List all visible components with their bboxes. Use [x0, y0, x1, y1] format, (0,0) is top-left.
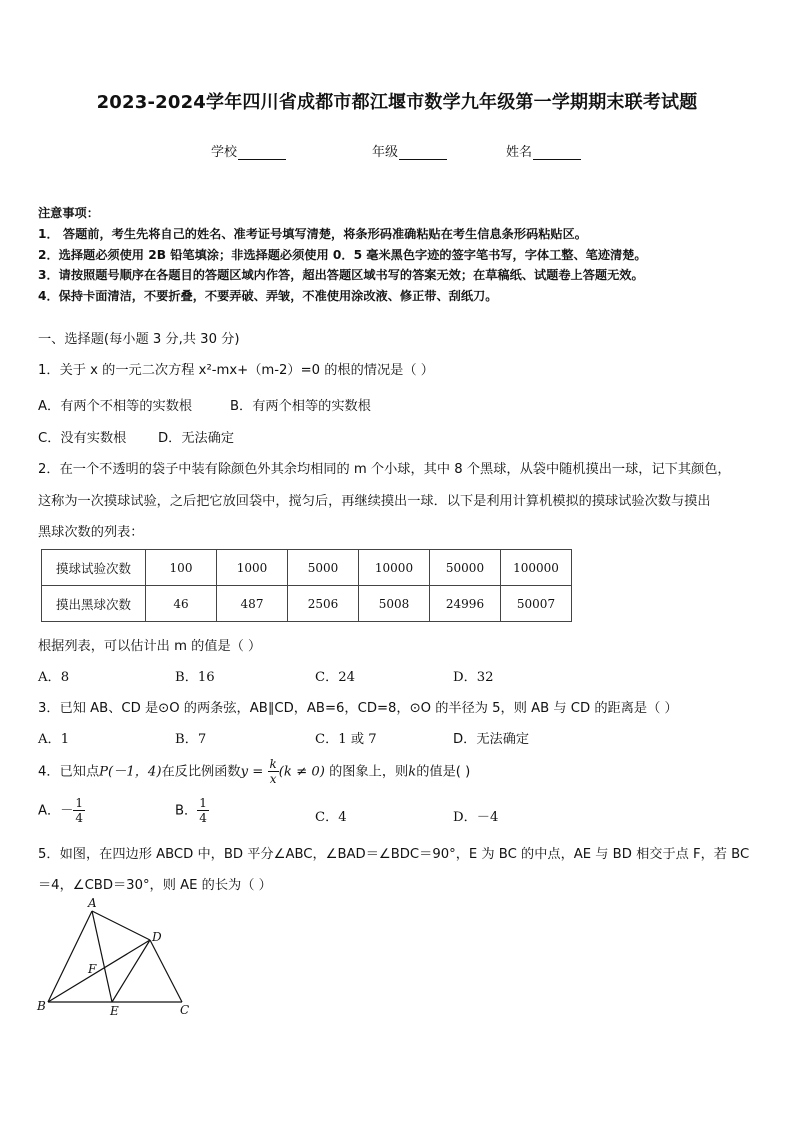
label-a: A	[88, 896, 97, 910]
fraction-denominator: 4	[75, 811, 84, 825]
segment-dc	[150, 940, 182, 1002]
q4-option-a-label: A．－	[38, 803, 74, 819]
q2-option-d: D．32	[453, 670, 494, 685]
q5-line: 5．如图，在四边形 ABCD 中，BD 平分∠ABC，∠BAD＝∠BDC＝90°，E 为 BC 的中点，AE 与 BD 相交于点 F，若 BC	[38, 847, 750, 862]
label-e: E	[110, 1004, 119, 1018]
q4-end: 的值是( )	[416, 764, 471, 780]
q4-option-b-label: B．	[175, 803, 198, 819]
segment-ed	[112, 940, 150, 1002]
q2-option-b: B．16	[175, 670, 215, 685]
q3-option-c: C．1 或 7	[315, 732, 377, 747]
q1-option-d: D．无法确定	[158, 431, 235, 446]
table-cell: 50000	[430, 550, 501, 586]
note-item: 3．请按照题号顺序在各题目的答题区域内作答，超出答题区域书写的答案无效；在草稿纸、试题卷上答题无效。	[38, 268, 644, 282]
table-cell: 50007	[501, 586, 572, 622]
school-field[interactable]	[211, 141, 286, 160]
q4-option-a	[38, 796, 85, 825]
note-item: 2．选择题必须使用 2B 铅笔填涂；非选择题必须使用 0．5 毫米黑色字迹的签字笔书写，字体工整、笔迹清楚。	[38, 248, 647, 262]
q2-line: 这称为一次摸球试验，之后把它放回袋中，搅匀后，再继续摸出一球．以下是利用计算机模拟的摸球试验次数与摸出	[38, 494, 711, 509]
segment-ad	[92, 911, 150, 940]
q2-option-c: C．24	[315, 670, 356, 685]
q4-point: P(－1，4)	[99, 764, 162, 780]
label-f: F	[88, 962, 97, 976]
segment-ae	[92, 911, 112, 1002]
q4-option-b	[175, 796, 209, 825]
fraction-numerator: 1	[75, 796, 84, 810]
q1-option-b: B．有两个相等的实数根	[230, 399, 371, 414]
q4-post: 的图象上，则	[329, 764, 409, 780]
fraction-denominator: 4	[199, 811, 207, 825]
q1-option-c: C．没有实数根	[38, 431, 127, 446]
table-row	[42, 586, 572, 622]
q2-table	[41, 549, 572, 622]
q2-prompt: 根据列表，可以估计出 m 的值是（ ）	[38, 639, 262, 654]
q4-pre: 4．已知点	[38, 764, 100, 780]
table-cell: 2506	[288, 586, 359, 622]
table-cell: 46	[146, 586, 217, 622]
table-cell: 100000	[501, 550, 572, 586]
q4-option-c: C．4	[315, 810, 347, 825]
name-field[interactable]	[506, 141, 581, 160]
fraction-numerator: k	[269, 757, 277, 771]
q4-mid: 在反比例函数	[161, 764, 241, 780]
q1-option-a: A．有两个不相等的实数根	[38, 399, 193, 414]
note-item: 4．保持卡面清洁，不要折叠，不要弄破、弄皱，不准使用涂改液、修正带、刮纸刀。	[38, 289, 498, 303]
school-label: 学校	[211, 145, 238, 160]
table-cell: 1000	[217, 550, 288, 586]
q3-option-d: D．无法确定	[453, 732, 530, 747]
q3-stem: 3．已知 AB、CD 是⊙O 的两条弦，AB∥CD，AB=6，CD=8，⊙O 的半径为 5，则 AB 与 CD 的距离是（ ）	[38, 701, 678, 716]
q4-k: k	[408, 764, 417, 780]
table-cell: 487	[217, 586, 288, 622]
table-cell: 24996	[430, 586, 501, 622]
fraction-numerator: 1	[199, 796, 207, 810]
notes-header: 注意事项：	[38, 206, 99, 220]
grade-field[interactable]	[372, 141, 447, 160]
section-heading: 一、选择题(每小题 3 分,共 30 分)	[38, 332, 240, 347]
q2-line: 黑球次数的列表：	[38, 525, 144, 540]
label-d: D	[152, 930, 162, 944]
q3-option-b: B．7	[175, 732, 207, 747]
grade-label: 年级	[372, 145, 399, 160]
q4-func: y =	[240, 764, 264, 780]
q2-line: 2．在一个不透明的袋子中装有除颜色外其余均相同的 m 个小球，其中 8 个黑球，从袋中随机摸出一球，记下其颜色，	[38, 462, 731, 477]
q1-stem: 1．关于 x 的一元二次方程 x²-mx+（m-2）=0 的根的情况是（ ）	[38, 363, 434, 378]
table-header: 摸球试验次数	[42, 550, 146, 586]
q4-condition: (k ≠ 0)	[278, 764, 325, 780]
q2-option-a: A．8	[38, 670, 70, 685]
table-cell: 100	[146, 550, 217, 586]
fraction	[197, 796, 209, 825]
q3-option-a: A．1	[38, 732, 70, 747]
table-cell: 5008	[359, 586, 430, 622]
fraction-denominator: x	[269, 772, 277, 786]
table-row	[42, 550, 572, 586]
table-cell: 5000	[288, 550, 359, 586]
q4-stem	[38, 757, 470, 786]
q4-fraction	[268, 757, 279, 786]
figure-lines	[48, 911, 182, 1002]
table-cell: 10000	[359, 550, 430, 586]
table-header: 摸出黑球次数	[42, 586, 146, 622]
label-b: B	[37, 999, 46, 1013]
note-item: 1． 答题前，考生先将自己的姓名、准考证号填写清楚，将条形码准确粘贴在考生信息条形码粘贴区。	[38, 227, 587, 241]
label-c: C	[180, 1003, 190, 1017]
name-label: 姓名	[506, 145, 533, 160]
q5-line: ＝4，∠CBD＝30°，则 AE 的长为（ ）	[38, 878, 272, 893]
page-title: 2023-2024学年四川省成都市都江堰市数学九年级第一学期期末联考试题	[96, 92, 698, 113]
fraction	[73, 796, 85, 825]
q4-option-d: D．－4	[453, 810, 499, 825]
quadrilateral-figure	[30, 895, 200, 1023]
